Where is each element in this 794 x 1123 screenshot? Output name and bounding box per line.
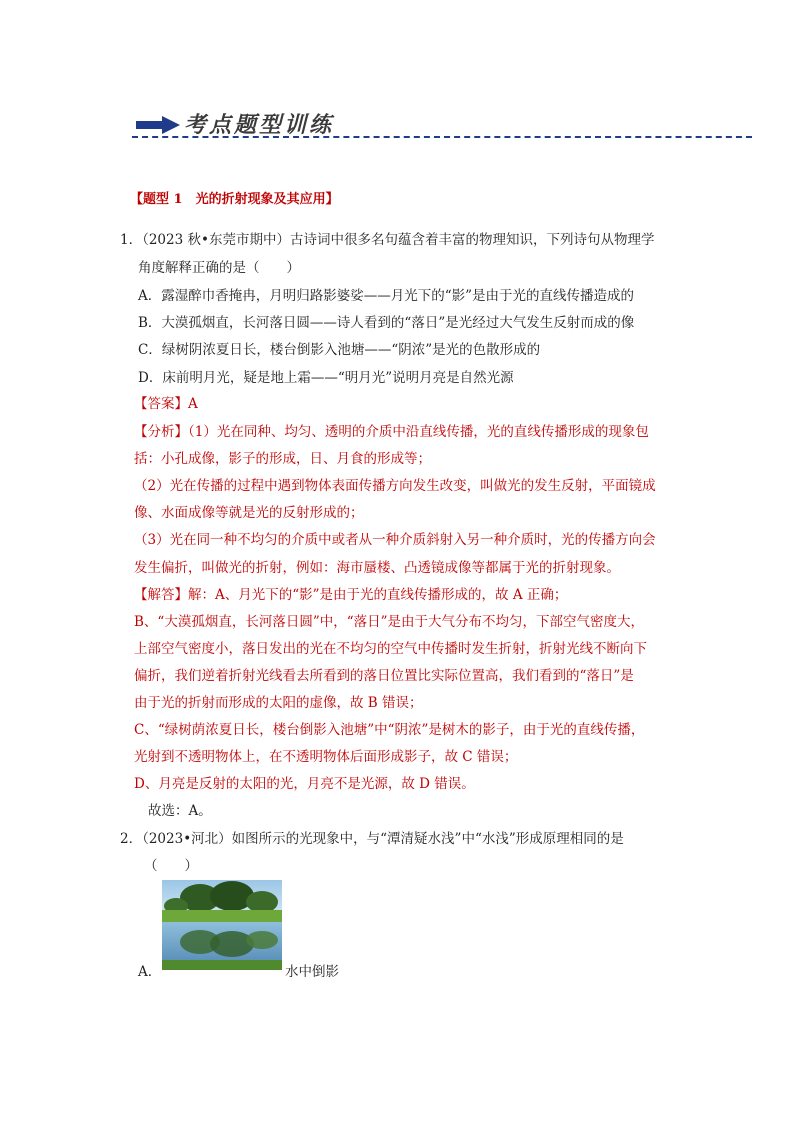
q1-solution-line1 bbox=[134, 583, 567, 603]
q1-solution-line9: 故选：A。 bbox=[148, 803, 212, 819]
q1-analysis-line6: 发生偏折，叫做光的折射，例如：海市蜃楼、凸透镜成像等都属于光的折射现象。 bbox=[134, 560, 620, 576]
q1-solution-line8: D、月亮是反射的太阳的光，月亮不是光源，故 D 错误。 bbox=[134, 776, 475, 792]
q1-analysis-line2: 括：小孔成像，影子的形成，日、月食的形成等； bbox=[134, 451, 431, 467]
q1-analysis-line3: （2）光在传播的过程中遇到物体表面传播方向发生改变，叫做光的发生反射，平面镜成 bbox=[134, 478, 656, 494]
q1-stem-line2: 角度解释正确的是（ ） bbox=[138, 260, 300, 276]
solution-text-1: 解：A、月光下的“影”是由于光的直线传播形成的，故 A 正确； bbox=[188, 587, 568, 603]
q2-option-a-label: A． bbox=[138, 964, 162, 980]
water-reflection-photo bbox=[162, 880, 282, 970]
q1-option-a: A．露湿醉巾香掩冉，月明归路影婆娑——月光下的“影”是由于光的直线传播造成的 bbox=[138, 288, 635, 304]
q2-stem-line2: （ ） bbox=[144, 858, 198, 874]
header-title: 考点题型训练 bbox=[184, 113, 335, 138]
q1-solution-line5: 由于光的折射而形成的太阳的虚像，故 B 错误； bbox=[134, 695, 423, 711]
q1-solution-line3: 上部空气密度小，落日发出的光在不均匀的空气中传播时发生折射，折射光线不断向下 bbox=[134, 641, 647, 657]
q2-option-a-text: 水中倒影 bbox=[285, 964, 339, 980]
q1-answer bbox=[134, 392, 198, 412]
q1-solution-line7: 光射到不透明物体上，在不透明物体后面形成影子，故 C 错误； bbox=[134, 749, 518, 765]
q1-option-c: C．绿树阴浓夏日长，楼台倒影入池塘——“阴浓”是光的色散形成的 bbox=[138, 342, 541, 358]
section-header bbox=[132, 108, 752, 140]
header-divider bbox=[132, 136, 752, 138]
q1-analysis-line4: 像、水面成像等就是光的反射形成的； bbox=[134, 505, 364, 521]
solution-label: 【解答】 bbox=[134, 587, 188, 603]
arrow-icon bbox=[136, 116, 180, 134]
q2-stem-line1: 2．（2023•河北）如图所示的光现象中，与“潭清疑水浅”中“水浅”形成原理相同的是 bbox=[120, 831, 624, 847]
analysis-text-1: （1）光在同种、均匀、透明的介质中沿直线传播，光的直线传播形成的现象包 bbox=[188, 424, 649, 440]
q1-stem-line1: 1．（2023 秋•东莞市期中）古诗词中很多名句蕴含着丰富的物理知识，下列诗句从物理学 bbox=[120, 232, 655, 248]
section-heading: 【题型 1 光的折射现象及其应用】 bbox=[130, 192, 339, 207]
q1-solution-line4: 偏折，我们逆着折射光线看去所看到的落日位置比实际位置高，我们看到的“落日”是 bbox=[134, 668, 634, 684]
q1-option-d: D．床前明月光，疑是地上霜——“明月光”说明月亮是自然光源 bbox=[138, 370, 514, 386]
analysis-label: 【分析】 bbox=[134, 424, 188, 440]
q1-option-b: B．大漠孤烟直，长河落日圆——诗人看到的“落日”是光经过大气发生反射而成的像 bbox=[138, 315, 635, 331]
q1-analysis-line1 bbox=[134, 420, 649, 440]
q1-analysis-line5: （3）光在同一种不均匀的介质中或者从一种介质斜射入另一种介质时，光的传播方向会 bbox=[134, 532, 656, 548]
q1-solution-line6: C、“绿树荫浓夏日长，楼台倒影入池塘”中“阴浓”是树木的影子，由于光的直线传播， bbox=[134, 722, 645, 738]
answer-value: A bbox=[188, 396, 198, 412]
q1-solution-line2: B、“大漠孤烟直，长河落日圆”中，“落日”是由于大气分布不均匀，下部空气密度大， bbox=[134, 614, 645, 630]
answer-label: 【答案】 bbox=[134, 396, 188, 412]
